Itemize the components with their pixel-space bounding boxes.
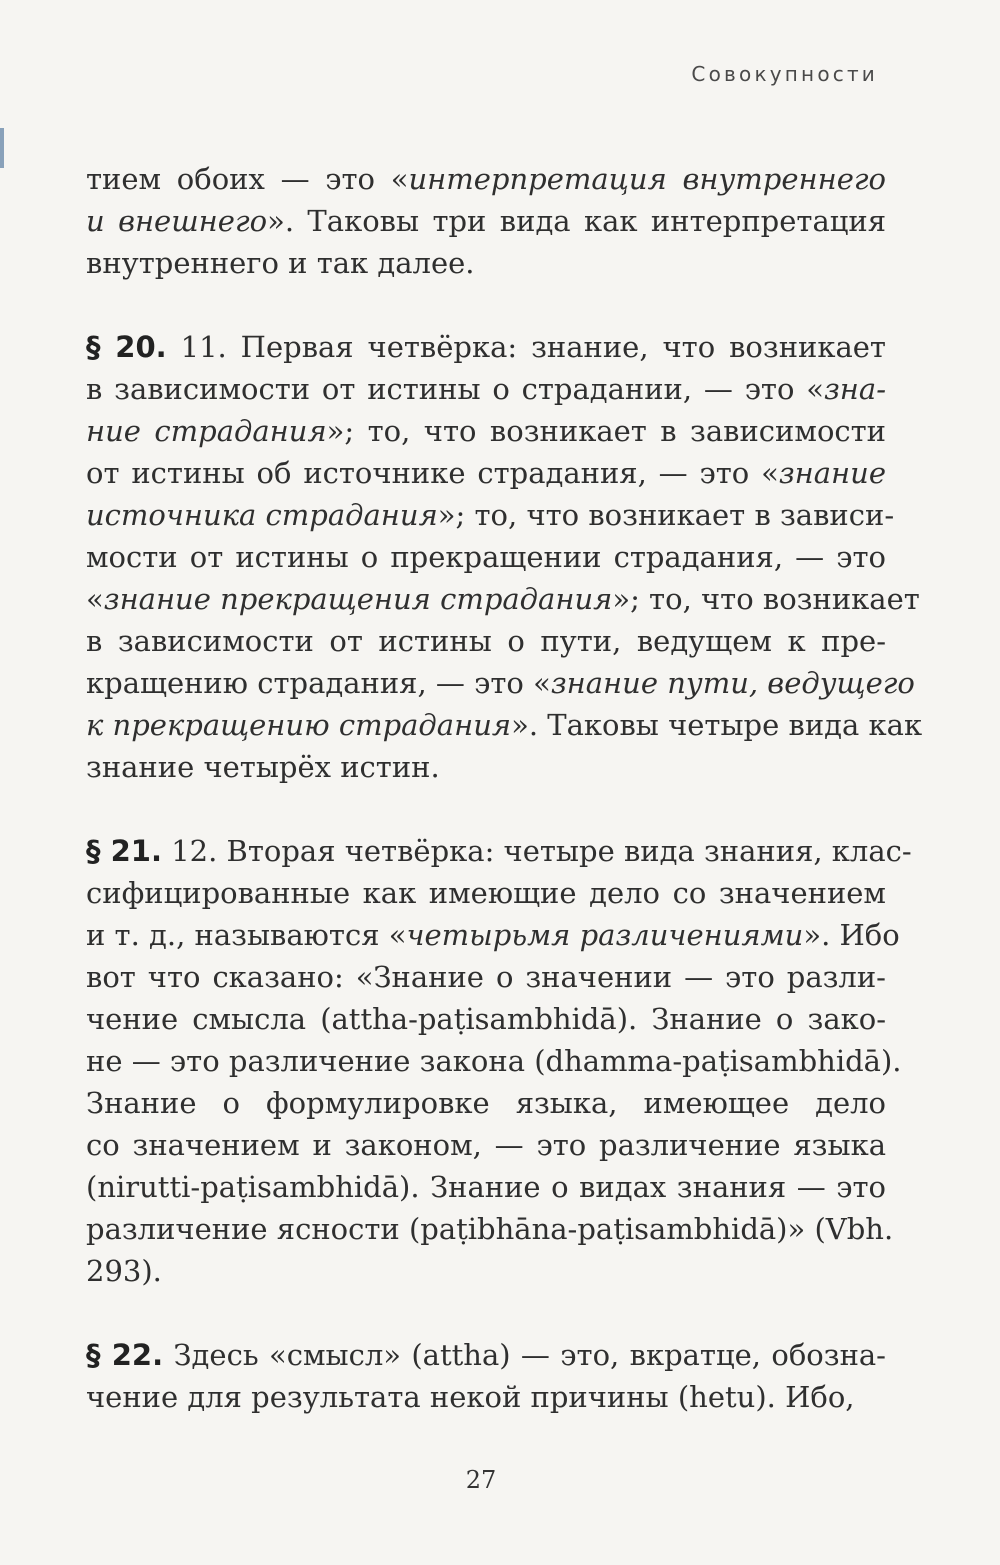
italic-term: знание пути, ведущего <box>550 666 915 700</box>
italic-term: зна- <box>823 372 886 406</box>
italic-term: интерпретация внутреннего <box>408 162 886 196</box>
text-line: мости от истины о прекращении страдания, — это <box>86 540 886 574</box>
italic-term: ние страдания <box>86 414 327 448</box>
section-number: § 21. <box>86 834 162 868</box>
italic-term: четырьмя различениями <box>406 918 804 952</box>
paragraph <box>86 158 886 284</box>
italic-term: источника страдания <box>86 498 438 532</box>
text-line: вот что сказано: «Знание о значении — это разли- <box>86 960 886 994</box>
paragraph <box>86 1334 886 1418</box>
paragraph <box>86 326 923 788</box>
text-line: знание четырёх истин. <box>86 750 440 784</box>
text-line: источника страдания»; то, что возникает в зависи- <box>86 498 895 532</box>
italic-term: и внешнего <box>86 204 268 238</box>
italic-term: знание прекращения страдания <box>103 582 613 616</box>
text-line: ние страдания»; то, что возникает в зависимости <box>86 414 887 448</box>
text-line: чение для результата некой причины (hetu). Ибо, <box>86 1380 855 1414</box>
section-number: § 22. <box>86 1338 164 1372</box>
text-line: Знание о формулировке языка, имеющее дело <box>86 1086 886 1120</box>
text-line: различение ясности (paṭibhāna-paṭisambhidā)» (Vbh. <box>86 1212 894 1246</box>
page-number: 27 <box>465 1466 497 1494</box>
text-line: § 21. 12. Вторая четвёрка: четыре вида знания, клас- <box>86 834 912 868</box>
text-line: (nirutti-paṭisambhidā). Знание о видах знания — это <box>86 1170 886 1204</box>
page-edge-mark <box>0 128 4 168</box>
body-text <box>86 158 923 1460</box>
italic-term: к прекращению страдания <box>86 708 512 742</box>
paragraph <box>86 830 912 1292</box>
running-title: Совокупности <box>691 62 878 86</box>
text-line: кращению страдания, — это «знание пути, ведущего <box>86 666 915 700</box>
text-line: § 20. 11. Первая четвёрка: знание, что возникает <box>86 330 886 364</box>
text-line: сифицированные как имеющие дело со значением <box>86 876 886 910</box>
text-line: в зависимости от истины о страдании, — это «зна- <box>86 372 886 406</box>
text-line: § 22. Здесь «смысл» (attha) — это, вкратце, обозна- <box>86 1338 886 1372</box>
italic-term: знание <box>778 456 886 490</box>
text-line: к прекращению страдания». Таковы четыре вида как <box>86 708 923 742</box>
text-line: тием обоих — это «интерпретация внутреннего <box>86 162 886 196</box>
text-line: чение смысла (attha-paṭisambhidā). Знание о зако- <box>86 1002 886 1036</box>
text-line: в зависимости от истины о пути, ведущем к пре- <box>86 624 886 658</box>
text-line: со значением и законом, — это различение языка <box>86 1128 886 1162</box>
text-line: «знание прекращения страдания»; то, что возникает <box>86 582 920 616</box>
text-line: и т. д., называются «четырьмя различениями». Ибо <box>86 918 900 952</box>
text-line: не — это различение закона (dhamma-paṭisambhidā). <box>86 1044 902 1078</box>
text-line: внутреннего и так далее. <box>86 246 475 280</box>
text-line: 293). <box>86 1254 162 1288</box>
section-number: § 20. <box>86 330 167 364</box>
text-line: от истины об источнике страдания, — это «знание <box>86 456 886 490</box>
text-line: и внешнего». Таковы три вида как интерпретация <box>86 204 887 238</box>
